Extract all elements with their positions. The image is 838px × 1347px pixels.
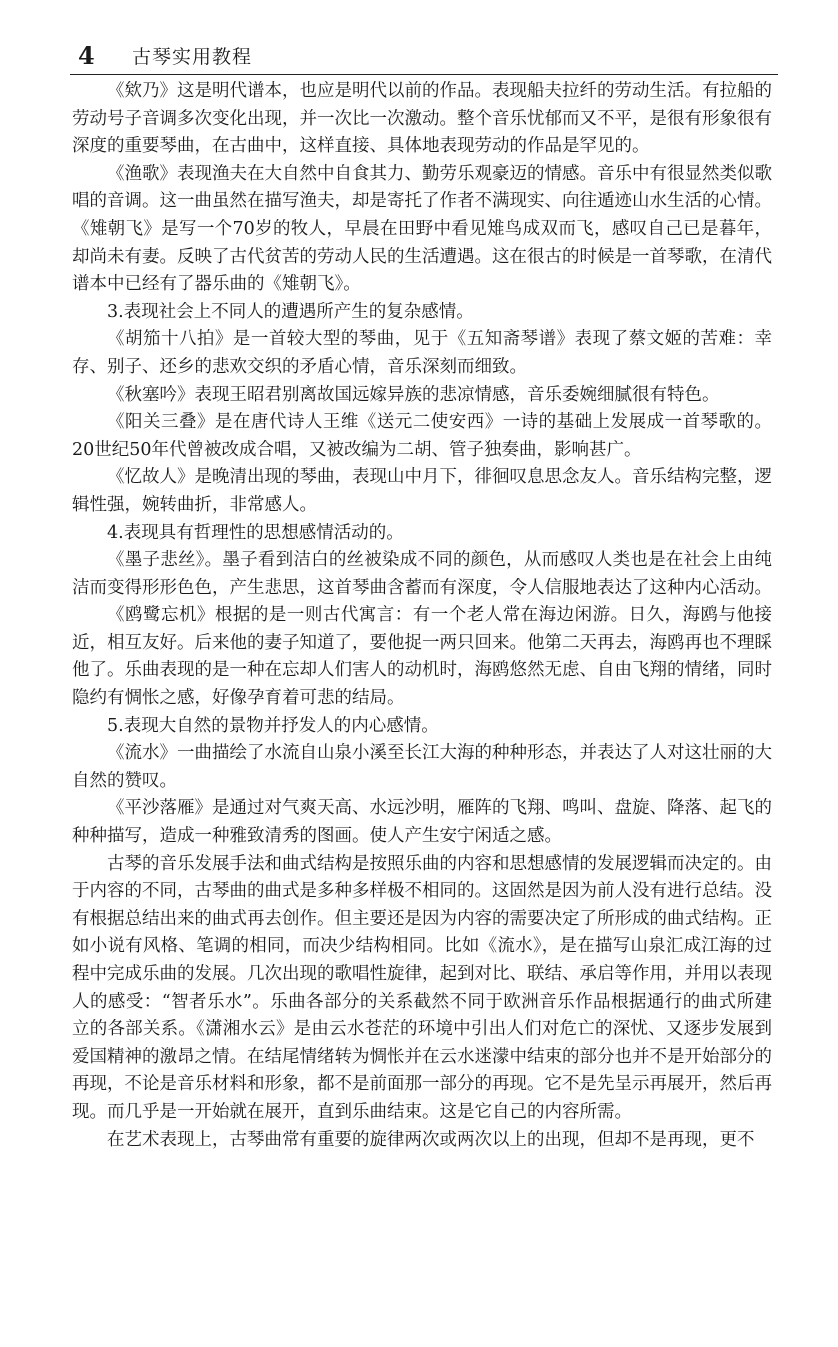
paragraph-hujia: 《胡笳十八拍》是一首较大型的琴曲，见于《五知斋琴谱》表现了蔡文姬的苦难：幸存、别子、还乡的悲欢交织的矛盾心情，音乐深刻而细致。 <box>72 329 772 377</box>
paragraph-yuge: 《渔歌》表现渔夫在大自然中自食其力、勤劳乐观豪迈的情感。音乐中有很显然类似歌唱的音调。这一曲虽然在描写渔夫，却是寄托了作者不满现实、向往遁迹山水生活的心情。《雉朝飞》是写一个70岁的牧人，早晨在田野中看见雉鸟成双而飞，感叹自己已是暮年，却尚未有妻。反映了古代贫苦的劳动人民的生活遭遇。这在很古的时候是一首琴歌，在清代谱本中已经有了器乐曲的《雉朝飞》。 <box>72 163 772 295</box>
page-body <box>72 78 772 1154</box>
paragraph-structure: 古琴的音乐发展手法和曲式结构是按照乐曲的内容和思想感情的发展逻辑而决定的。由于内容的不同，古琴曲的曲式是多种多样极不相同的。这固然是因为前人没有进行总结。没有根据总结出来的曲式再去创作。但主要还是因为内容的需要决定了所形成的曲式结构。正如小说有风格、笔调的相同，而决少结构相同。比如《流水》，是在描写山泉汇成江海的过程中完成乐曲的发展。几次出现的歌唱性旋律，起到对比、联结、承启等作用，并用以表现人的感受：“智者乐水”。乐曲各部分的关系截然不同于欧洲音乐作品根据通行的曲式所建立的各部关系。《潇湘水云》是由云水苍茫的环境中引出人们对危亡的深忧、又逐步发展到爱国精神的激昂之情。在结尾情绪转为惆怅并在云水迷濛中结束的部分也并不是开始部分的再现，不论是音乐材料和形象，都不是前面那一部分的再现。它不是先呈示再展开，然后再现。而几乎是一开始就在展开，直到乐曲结束。这是它自己的内容所需。 <box>72 853 772 1122</box>
section-heading-3: 3.表现社会上不同人的遭遇所产生的复杂感情。 <box>107 301 474 322</box>
paragraph-oulu: 《鸥鹭忘机》根据的是一则古代寓言：有一个老人常在海边闲游。日久，海鸥与他接近，相互友好。后来他的妻子知道了，要他捉一两只回来。他第二天再去，海鸥再也不理睬他了。乐曲表现的是一种在忘却人们害人的动机时，海鸥悠然无虑、自由飞翔的情绪，同时隐约有惆怅之感，好像孕育着可悲的结局。 <box>72 605 772 709</box>
header-rule <box>70 74 778 75</box>
paragraph-yiguren: 《忆故人》是晚清出现的琴曲，表现山中月下，徘徊叹息思念友人。音乐结构完整，逻辑性强，婉转曲折，非常感人。 <box>72 467 772 515</box>
page-header <box>70 30 778 76</box>
paragraph-qiusaiyin: 《秋塞吟》表现王昭君别离故国远嫁异族的悲凉情感，音乐委婉细腻很有特色。 <box>107 384 720 405</box>
running-book-title: 古琴实用教程 <box>132 46 253 68</box>
paragraph-liushui: 《流水》一曲描绘了水流自山泉小溪至长江大海的种种形态，并表达了人对这壮丽的大自然的赞叹。 <box>72 743 772 791</box>
section-heading-4: 4.表现具有哲理性的思想感情活动的。 <box>107 522 404 543</box>
paragraph-mozibeisi: 《墨子悲丝》。墨子看到洁白的丝被染成不同的颜色，从而感叹人类也是在社会上由纯洁而变得形形色色，产生悲思，这首琴曲含蓄而有深度，令人信服地表达了这种内心活动。 <box>72 550 772 598</box>
paragraph-pingsha: 《平沙落雁》是通过对气爽天高、水远沙明，雁阵的飞翔、鸣叫、盘旋、降落、起飞的种种描写，造成一种雅致清秀的图画。使人产生安宁闲适之感。 <box>72 798 772 847</box>
paragraph-yangguan: 《阳关三叠》是在唐代诗人王维《送元二使安西》一诗的基础上发展成一首琴歌的。20世纪50年代曾被改成合唱，又被改编为二胡、管子独奏曲，影响甚广。 <box>72 412 772 460</box>
page-number: 4 <box>78 41 95 70</box>
paragraph-expression: 在艺术表现上，古琴曲常有重要的旋律两次或两次以上的出现，但却不是再现，更不 <box>107 1129 755 1150</box>
paragraph-aina: 《欸乃》这是明代谱本，也应是明代以前的作品。表现船夫拉纤的劳动生活。有拉船的劳动号子音调多次变化出现，并一次比一次激动。整个音乐忧郁而又不平，是很有形象很有深度的重要琴曲，在古曲中，这样直接、具体地表现劳动的作品是罕见的。 <box>72 81 772 157</box>
section-heading-5: 5.表现大自然的景物并抒发人的内心感情。 <box>107 715 439 736</box>
